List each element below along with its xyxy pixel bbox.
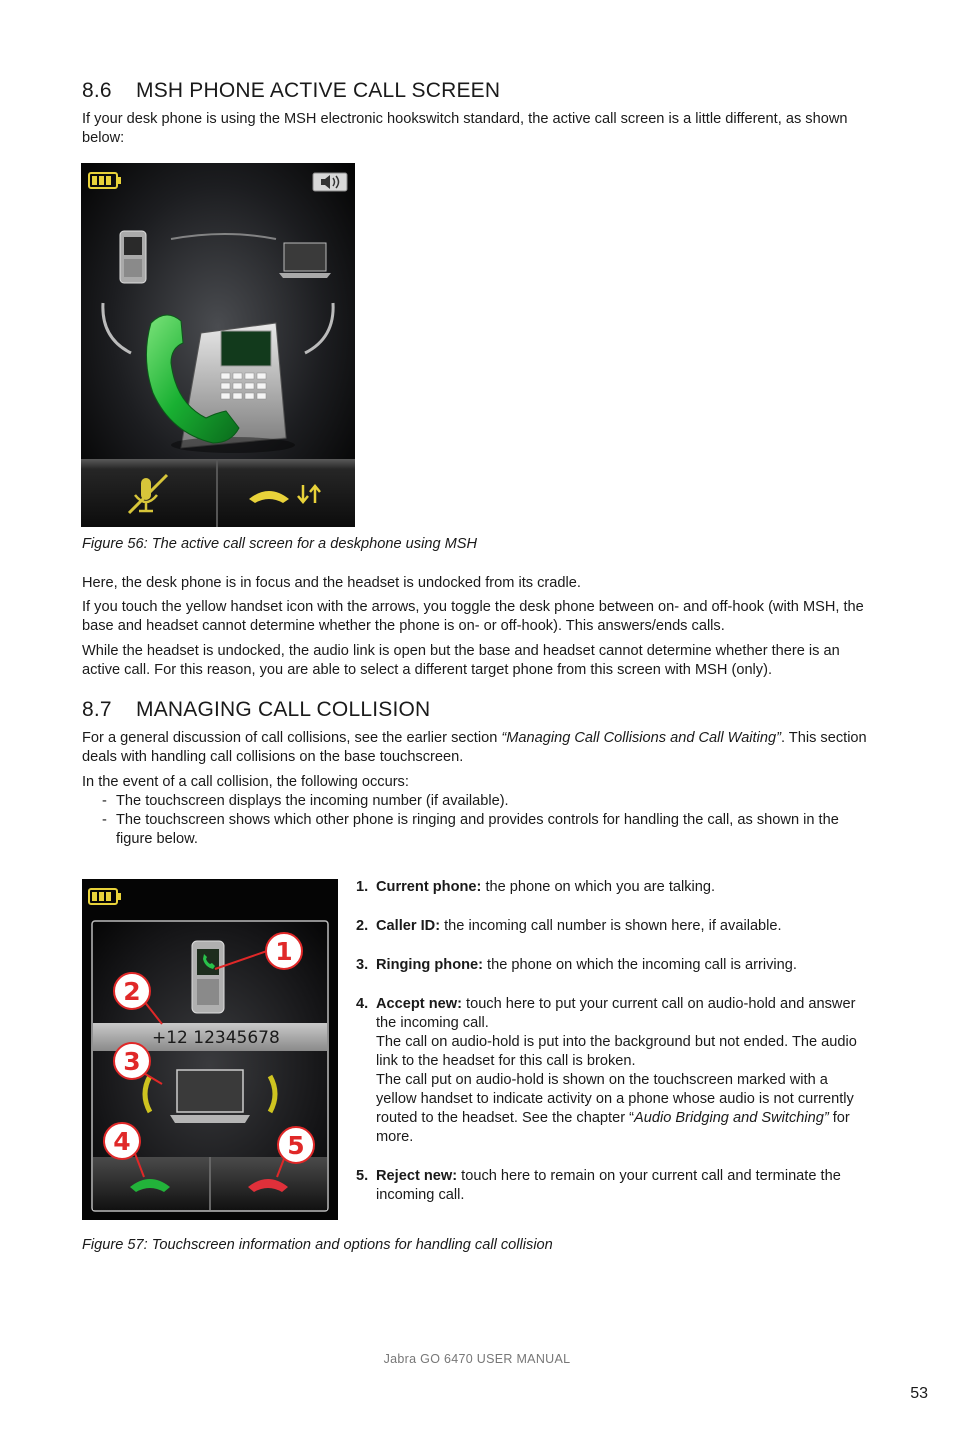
footer-manual-title: Jabra GO 6470 USER MANUAL [383, 1352, 571, 1366]
list-item [356, 878, 864, 897]
callout-4 [104, 1123, 140, 1159]
caller-id-number: +12 12345678 [152, 1028, 280, 1048]
msh-active-call-screen-image [81, 163, 355, 527]
svg-text:5: 5 [287, 1131, 305, 1160]
section-8-7-lead: In the event of a call collision, the following occurs: [82, 774, 409, 790]
section-number: 8.6 [82, 79, 112, 102]
section-title: MSH PHONE ACTIVE CALL SCREEN [136, 79, 501, 102]
item-number: 5. [356, 1168, 369, 1184]
svg-text:4: 4 [113, 1127, 131, 1156]
item-number: 3. [356, 957, 369, 973]
list-item: - The touchscreen displays the incoming number (if available). [82, 792, 872, 811]
section-number: 8.7 [82, 698, 112, 721]
callout-5 [278, 1127, 314, 1163]
item-text: the incoming call number is shown here, if available. [440, 918, 782, 934]
intro-text: . This section deals with handling call collisions on the base touchscreen. [82, 730, 867, 765]
item-label: Caller ID: [376, 918, 441, 934]
list-item [356, 956, 864, 975]
section-8-6-para-1: Here, the desk phone is in focus and the headset is undocked from its cradle. [82, 575, 581, 591]
item-number: 1. [356, 879, 369, 895]
speaker-volume-icon [313, 173, 347, 191]
intro-text: For a general discussion of call collisions, see the earlier section [82, 730, 502, 746]
callout-1 [266, 933, 302, 969]
collision-bullet-list [82, 792, 872, 849]
item-text: for more. [376, 1110, 850, 1145]
item-text: the phone on which you are talking. [481, 879, 716, 895]
svg-text:1: 1 [275, 937, 293, 966]
call-collision-screen-image [82, 879, 338, 1220]
list-item [356, 1167, 864, 1205]
accept-new-button[interactable] [93, 1157, 209, 1210]
list-item [356, 995, 864, 1147]
section-8-6-intro: If your desk phone is using the MSH electronic hookswitch standard, the active call screen is a little different, as shown below: [82, 111, 848, 146]
item-label: Reject new: [376, 1168, 458, 1184]
current-phone-icon [192, 941, 224, 1013]
section-reference-link: “Managing Call Collisions and Call Waiting” [501, 730, 781, 746]
item-text: The call put on audio-hold is shown on the touchscreen marked with a yellow handset to indicate activity on a phone whose audio is not currently routed to the headset. See the chapter “ [376, 1072, 854, 1126]
chapter-reference-link: Audio Bridging and Switching” [634, 1110, 829, 1126]
callout-2 [114, 973, 150, 1009]
page-number: 53 [910, 1385, 928, 1402]
section-title: MANAGING CALL COLLISION [136, 698, 431, 721]
figure-57-legend-list [356, 878, 864, 1225]
list-item: - The touchscreen shows which other phone is ringing and provides controls for handling the call, as shown in the figure below. [82, 811, 872, 849]
item-label: Accept new: [376, 996, 462, 1012]
section-8-7-heading [82, 698, 430, 722]
item-text: The call on audio-hold is put into the background but not ended. The audio link to the headset for this call is broken. [376, 1034, 857, 1069]
item-number: 2. [356, 918, 369, 934]
hook-toggle-button[interactable] [219, 459, 355, 527]
item-label: Ringing phone: [376, 957, 483, 973]
list-item [356, 917, 864, 936]
mute-microphone-button[interactable] [81, 459, 216, 527]
item-label: Current phone: [376, 879, 482, 895]
figure-57-caption: Figure 57: Touchscreen information and options for handling call collision [82, 1237, 553, 1253]
section-8-7-intro [82, 729, 872, 767]
section-8-6-para-2: If you touch the yellow handset icon with the arrows, you toggle the desk phone between on- and off-hook (with MSH, the base and headset cannot determine whether the phone is on- or off-hook). This answers/ends calls. [82, 599, 864, 634]
callout-3 [114, 1043, 150, 1079]
section-8-6-para-3: While the headset is undocked, the audio link is open but the base and headset cannot determine whether there is an active call. For this reason, you are able to select a different target phone from this screen with MSH (only). [82, 643, 840, 678]
item-text: the phone on which the incoming call is arriving. [483, 957, 797, 973]
section-8-6-heading [82, 79, 500, 103]
reject-new-button[interactable] [212, 1157, 327, 1210]
figure-56-caption: Figure 56: The active call screen for a deskphone using MSH [82, 536, 478, 552]
item-text: touch here to put your current call on audio-hold and answer the incoming call. [376, 996, 856, 1031]
svg-text:2: 2 [123, 977, 141, 1006]
svg-text:3: 3 [123, 1047, 141, 1076]
mobile-phone-icon [120, 231, 146, 283]
item-number: 4. [356, 996, 369, 1012]
item-text: touch here to remain on your current call and terminate the incoming call. [376, 1168, 841, 1203]
